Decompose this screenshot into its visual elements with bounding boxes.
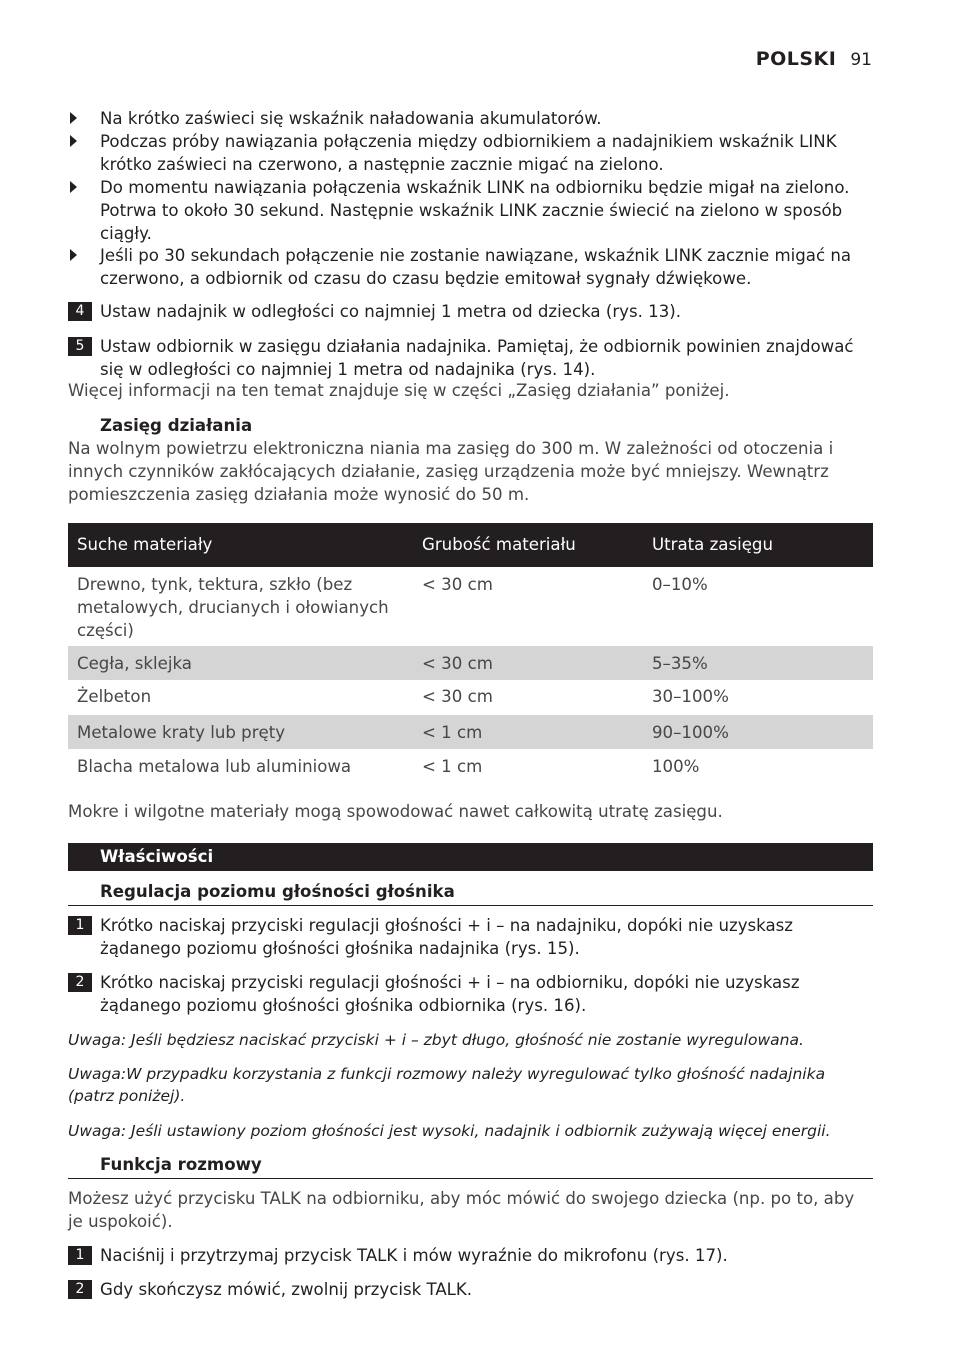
table-row	[68, 680, 873, 715]
step-item	[68, 914, 874, 960]
step-number: 2	[68, 973, 92, 992]
step-number: 1	[68, 1246, 92, 1265]
table-header-cell: Utrata zasięgu	[652, 535, 773, 554]
divider	[68, 1178, 873, 1179]
range-paragraph: Na wolnym powietrzu elektroniczna niania ma zasięg do 300 m. W zależności od otoczenia i innych czynników zakłócających działanie, zasięg urządzenia może być mniejszy. Wewnątrz pomieszczenia zasięg działania może wynosić do 50 m.	[68, 439, 834, 504]
talk-heading: Funkcja rozmowy	[100, 1155, 262, 1174]
step-item	[68, 1278, 874, 1301]
table-cell: 5–35%	[652, 654, 708, 673]
table-cell: < 1 cm	[422, 757, 483, 776]
page-header	[756, 48, 872, 70]
more-info-text: Więcej informacji na ten temat znajduje się w części „Zasięg działania” poniżej.	[68, 381, 730, 400]
note-text: Uwaga: Jeśli będziesz naciskać przyciski + i – zbyt długo, głośność nie zostanie wyregulowana.	[68, 1031, 804, 1049]
step-text: Krótko naciskaj przyciski regulacji głośności + i – na odbiorniku, dopóki nie uzyskasz żądanego poziomu głośności głośnika odbiornika (rys. 16).	[100, 973, 800, 1015]
table-cell: < 30 cm	[422, 575, 493, 594]
table-row	[68, 567, 873, 646]
table-cell: 30–100%	[652, 687, 729, 706]
table-cell: < 30 cm	[422, 654, 493, 673]
table-cell: Drewno, tynk, tektura, szkło (bez metalowych, drucianych i ołowianych części)	[77, 575, 389, 640]
step-item	[68, 300, 874, 323]
table-cell: 90–100%	[652, 723, 729, 742]
table-header-cell: Suche materiały	[77, 535, 213, 554]
bullet-item: Na krótko zaświeci się wskaźnik naładowania akumulatorów.	[68, 107, 874, 130]
note-text: Uwaga:W przypadku korzystania z funkcji rozmowy należy wyregulować tylko głośność nadajnika (patrz poniżej).	[68, 1065, 826, 1105]
step-item	[68, 971, 874, 1017]
bullet-item: Podczas próby nawiązania połączenia między odbiornikiem a nadajnikiem wskaźnik LINK krótko zaświeci na czerwono, a następnie zacznie migać na zielono.	[68, 130, 874, 176]
language-label: POLSKI	[755, 48, 837, 70]
range-loss-table	[68, 523, 873, 785]
table-header-cell: Grubość materiału	[422, 535, 576, 554]
step-number: 2	[68, 1280, 92, 1299]
page-number: 91	[850, 50, 872, 70]
table-row	[68, 749, 873, 785]
step-number: 1	[68, 916, 92, 935]
wet-materials-note: Mokre i wilgotne materiały mogą spowodować nawet całkowitą utratę zasięgu.	[68, 802, 723, 821]
table-cell: Blacha metalowa lub aluminiowa	[77, 757, 352, 776]
table-cell: < 1 cm	[422, 723, 483, 742]
section-title-bar: Właściwości	[68, 843, 873, 871]
table-cell: < 30 cm	[422, 687, 493, 706]
step-item	[68, 335, 874, 381]
note-text: Uwaga: Jeśli ustawiony poziom głośności jest wysoki, nadajnik i odbiornik zużywają więcej energii.	[68, 1122, 831, 1140]
table-cell: Cegła, sklejka	[77, 654, 192, 673]
table-row	[68, 715, 873, 749]
step-number: 4	[68, 302, 92, 321]
table-cell: 100%	[652, 757, 700, 776]
step-text: Ustaw nadajnik w odległości co najmniej 1 metra od dziecka (rys. 13).	[100, 302, 682, 321]
talk-intro: Możesz użyć przycisku TALK na odbiorniku, aby móc mówić do swojego dziecka (np. po to, aby je uspokoić).	[68, 1189, 855, 1231]
step-number: 5	[68, 337, 92, 356]
step-text: Ustaw odbiornik w zasięgu działania nadajnika. Pamiętaj, że odbiornik powinien znajdować się w odległości co najmniej 1 metra od nadajnika (rys. 14).	[100, 337, 854, 379]
step-text: Krótko naciskaj przyciski regulacji głośności + i – na nadajniku, dopóki nie uzyskasz żądanego poziomu głośności głośnika nadajnika (rys. 15).	[100, 916, 794, 958]
step-text: Gdy skończysz mówić, zwolnij przycisk TALK.	[100, 1280, 473, 1299]
table-cell: 0–10%	[652, 575, 708, 594]
bullet-item: Jeśli po 30 sekundach połączenie nie zostanie nawiązane, wskaźnik LINK zacznie migać na czerwono, a odbiornik od czasu do czasu będzie emitował sygnały dźwiękowe.	[68, 244, 874, 290]
range-heading: Zasięg działania	[100, 416, 253, 435]
table-cell: Metalowe kraty lub pręty	[77, 723, 286, 742]
volume-heading: Regulacja poziomu głośności głośnika	[100, 882, 455, 901]
table-row	[68, 646, 873, 680]
table-header-row	[68, 523, 873, 567]
bullet-item: Do momentu nawiązania połączenia wskaźnik LINK na odbiorniku będzie migał na zielono. Potrwa to około 30 sekund. Następnie wskaźnik LINK zacznie świecić na zielono w sposób ciągły.	[68, 176, 874, 245]
divider	[68, 905, 873, 906]
table-cell: Żelbeton	[77, 687, 152, 706]
step-item	[68, 1244, 874, 1267]
step-text: Naciśnij i przytrzymaj przycisk TALK i mów wyraźnie do mikrofonu (rys. 17).	[100, 1246, 728, 1265]
